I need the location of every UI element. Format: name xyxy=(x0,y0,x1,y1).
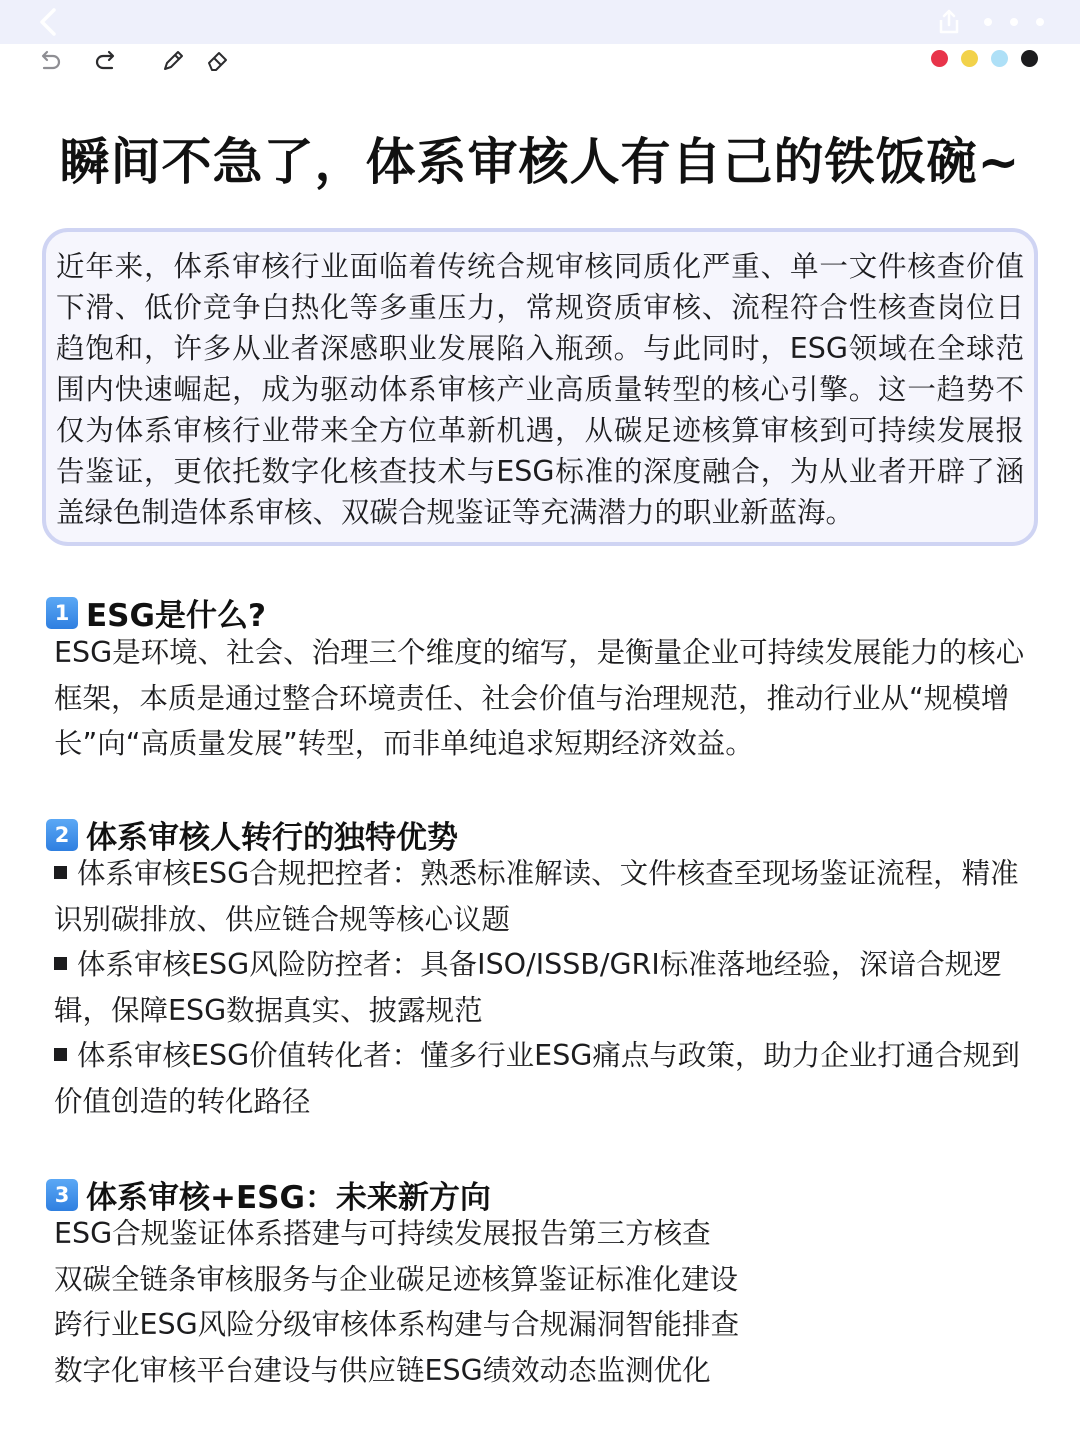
color-swatch-black[interactable] xyxy=(1021,50,1038,67)
color-swatch-red[interactable] xyxy=(931,50,948,67)
top-bar xyxy=(0,0,1080,44)
number-badge-icon: 2 xyxy=(46,819,78,851)
square-bullet-icon xyxy=(54,957,67,970)
number-badge-icon: 3 xyxy=(46,1179,78,1211)
share-icon[interactable] xyxy=(936,8,962,36)
undo-icon[interactable] xyxy=(34,46,64,76)
bullet-item: 体系审核ESG合规把控者：熟悉标准解读、文件核查至现场鉴证流程，精准识别碳排放、供应链合规等核心议题 xyxy=(54,857,1019,936)
editor-toolbar xyxy=(0,44,1080,80)
section-2-bullets xyxy=(54,851,1034,1124)
section-title: ESG是什么? xyxy=(86,598,266,634)
redo-icon[interactable] xyxy=(92,46,122,76)
section-title: 体系审核人转行的独特优势 xyxy=(86,820,458,856)
eraser-icon[interactable] xyxy=(203,46,233,76)
list-item: 双碳全链条审核服务与企业碳足迹核算鉴证标准化建设 xyxy=(54,1262,739,1296)
page-title: 瞬间不急了，体系审核人有自己的铁饭碗~ xyxy=(59,133,1021,191)
back-chevron-icon[interactable] xyxy=(34,6,64,38)
square-bullet-icon xyxy=(54,866,67,879)
bullet-item: 体系审核ESG价值转化者：懂多行业ESG痛点与政策，助力企业打通合规到价值创造的转化路径 xyxy=(54,1039,1020,1118)
list-item: 数字化审核平台建设与供应链ESG绩效动态监测优化 xyxy=(54,1353,711,1387)
color-swatch-blue[interactable] xyxy=(991,50,1008,67)
pen-icon[interactable] xyxy=(158,46,188,76)
section-title: 体系审核+ESG：未来新方向 xyxy=(86,1180,491,1216)
number-badge-icon: 1 xyxy=(46,597,78,629)
color-palette xyxy=(931,50,1038,67)
list-item: 跨行业ESG风险分级审核体系构建与合规漏洞智能排查 xyxy=(54,1308,740,1341)
top-actions xyxy=(936,6,1044,38)
square-bullet-icon xyxy=(54,1048,67,1061)
color-swatch-yellow[interactable] xyxy=(961,50,978,67)
more-dots-icon[interactable] xyxy=(984,18,1044,26)
list-item: ESG合规鉴证体系搭建与可持续发展报告第三方核查 xyxy=(54,1217,711,1250)
section-1-heading xyxy=(46,590,266,635)
section-1-body: ESG是环境、社会、治理三个维度的缩写，是衡量企业可持续发展能力的核心框架，本质是通过整合环境责任、社会价值与治理规范，推动行业从“规模增长”向“高质量发展”转型，而非单纯追求短期经济效益。 xyxy=(54,636,1025,760)
bullet-item: 体系审核ESG风险防控者：具备ISO/ISSB/GRI标准落地经验，深谙合规逻辑，保障ESG数据真实、披露规范 xyxy=(54,948,1002,1027)
intro-text: 近年来，体系审核行业面临着传统合规审核同质化严重、单一文件核查价值下滑、低价竞争白热化等多重压力，常规资质审核、流程符合性核查岗位日趋饱和，许多从业者深感职业发展陷入瓶颈。与此同时，ESG领域在全球范围内快速崛起，成为驱动体系审核产业高质量转型的核心引擎。这一趋势不仅为体系审核行业带来全方位革新机遇，从碳足迹核算审核到可持续发展报告鉴证，更依托数字化核查技术与ESG标准的深度融合，为从业者开辟了涵盖绿色制造体系审核、双碳合规鉴证等充满潜力的职业新蓝海。 xyxy=(56,250,1024,529)
section-3-list xyxy=(54,1211,1034,1393)
intro-box xyxy=(42,228,1038,546)
